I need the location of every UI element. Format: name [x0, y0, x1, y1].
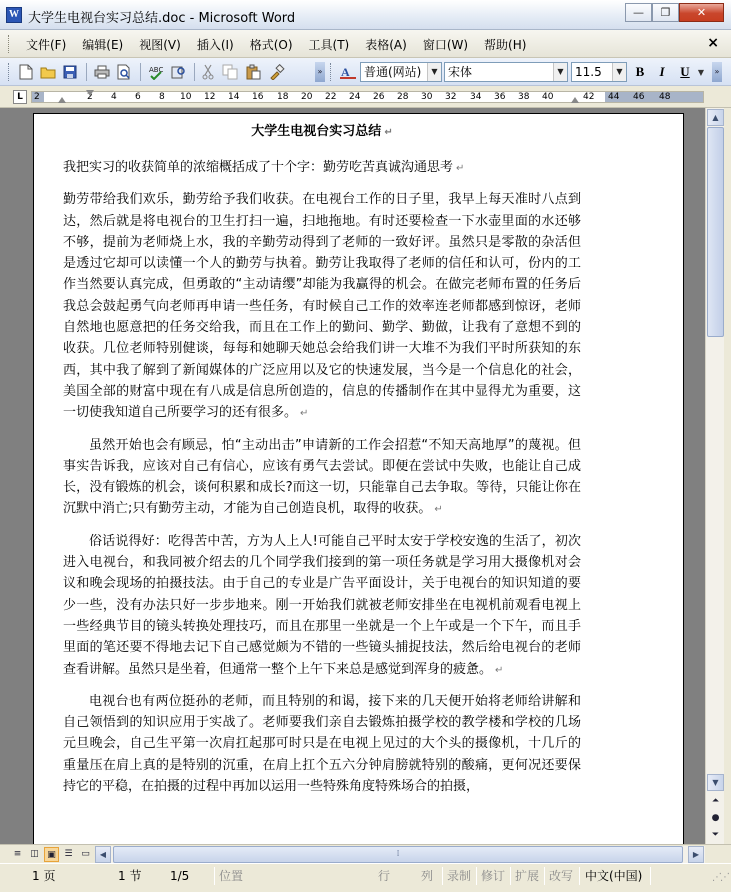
ruler-tick: 12	[204, 92, 216, 102]
status-extend[interactable]: 扩展	[515, 869, 540, 883]
horizontal-ruler	[0, 86, 731, 108]
status-section: 1 节	[118, 869, 142, 883]
ruler-right-margin	[605, 92, 703, 102]
window-title: 大学生电视台实习总结.doc - Microsoft Word	[28, 11, 296, 26]
status-page-of: 1/5	[170, 869, 190, 883]
scroll-up-arrow-icon[interactable]: ▲	[707, 109, 724, 126]
font-size-select[interactable]	[571, 62, 627, 82]
styles-formatting-icon[interactable]	[338, 62, 358, 82]
ruler-tick: 6	[135, 92, 141, 102]
reading-layout-view-icon[interactable]: ▭	[81, 849, 90, 859]
toolbar-separator	[140, 63, 141, 81]
ruler-tick: 4	[111, 92, 117, 102]
menu-file[interactable]: 文件(F)	[26, 38, 67, 52]
horizontal-scrollbar-area	[0, 844, 731, 863]
ruler-tick: 16	[252, 92, 264, 102]
paragraph-mark: ↵	[434, 504, 443, 516]
status-position: 位置	[219, 869, 244, 883]
open-folder-icon[interactable]	[38, 62, 58, 82]
tab-selector[interactable]: L	[13, 90, 27, 104]
hanging-indent-marker[interactable]	[58, 97, 66, 103]
paragraph-mark: ↵	[384, 127, 393, 138]
window-right-edge	[724, 108, 731, 844]
outline-view-icon[interactable]: ☰	[64, 849, 73, 859]
document-area[interactable]	[0, 108, 705, 844]
horizontal-scroll-track[interactable]	[95, 846, 705, 863]
chevron-down-icon[interactable]: ▼	[553, 63, 567, 81]
menu-view[interactable]: 视图(V)	[139, 38, 181, 52]
ruler-tick: 30	[421, 92, 433, 102]
menu-tools[interactable]: 工具(T)	[308, 38, 350, 52]
ruler-tick: 2	[34, 92, 40, 102]
status-divider	[476, 867, 477, 885]
print-preview-icon[interactable]	[114, 62, 134, 82]
status-bar	[0, 863, 731, 892]
toolbar-separator	[86, 63, 87, 81]
format-painter-icon[interactable]	[267, 62, 287, 82]
resize-grip-icon[interactable]: ⋰⋰	[712, 872, 728, 883]
status-record[interactable]: 录制	[447, 869, 472, 883]
paragraph-mark: ↵	[300, 408, 309, 420]
vertical-scrollbar[interactable]	[705, 108, 724, 844]
normal-view-icon[interactable]: ≡	[13, 849, 22, 859]
vertical-scroll-thumb[interactable]	[707, 127, 724, 337]
right-indent-marker[interactable]	[571, 97, 579, 103]
copy-icon[interactable]	[220, 62, 240, 82]
document-paragraph: 我把实习的收获简单的浓缩概括成了十个字：勤劳吃苦真诚沟通思考 ↵	[63, 160, 465, 175]
window-controls	[625, 3, 724, 22]
document-paragraph: 俗话说得好：吃得苦中苦，方为人上人!可能自己平时太安于学校安逸的生活了，初次进入电视台，和我同被介绍去的几个同学我们接到的第一项任务就是学习用大摄像机对会议和晚会现场的拍摄技法。由于自己的专业是广告平面设计，关于电视台的知识知道的要少一些，没有办法只好一步步地来。刚一开始我们就被老师安排坐在电视机前观看电视上一些经典节目的镜头转换处理技巧，而且在那里一坐就是一个上午或是一个下午，而且手里面的笔还要不得地去记下自己感觉颇为不错的一些镜头捕捉技法，然后给电视台的老师查看讲解。虽然只是坐着，但通常一整个上午下来总是感觉到浑身的疲惫。 ↵	[63, 533, 581, 677]
ruler-tick: 2	[87, 92, 93, 102]
document-title: 大学生电视台实习总结 ↵	[251, 124, 393, 139]
font-select[interactable]	[444, 62, 568, 82]
ruler-tick: 38	[518, 92, 530, 102]
status-divider	[442, 867, 443, 885]
title-bar	[0, 0, 731, 30]
horizontal-scroll-thumb[interactable]: ⁞	[113, 846, 683, 863]
paragraph-mark: ↵	[456, 163, 465, 174]
document-paragraph: 虽然开始也会有顾忌，怕“主动出击”申请新的工作会招惹“不知天高地厚”的蔑视。但事实告诉我，应该对自己有信心，应该有勇气去尝试。即便在尝试中失败，也能让自己成长，没有锻炼的机会，谈何积累和成长?而这一切，只能靠自己去争取。等待，只能让你在沉默中消亡;只有勤劳主动，才能为自己创造良机，取得的收获。 ↵	[63, 437, 581, 517]
word-app-icon[interactable]: W	[6, 7, 22, 23]
ruler-tick: 42	[583, 92, 595, 102]
paste-icon[interactable]	[243, 62, 263, 82]
menu-insert[interactable]: 插入(I)	[196, 38, 234, 52]
bold-button[interactable]: B	[635, 64, 645, 79]
browse-object-icon[interactable]: ●	[711, 813, 720, 823]
status-column: 列	[421, 869, 434, 883]
ruler-tick: 28	[397, 92, 409, 102]
restore-button[interactable]: ❐	[652, 3, 679, 22]
scroll-left-arrow-icon[interactable]: ◀	[95, 846, 111, 863]
status-overtype[interactable]: 改写	[549, 869, 574, 883]
ruler-tick: 44	[608, 92, 620, 102]
minimize-button[interactable]: —	[625, 3, 652, 22]
font-select-value: 宋体	[448, 65, 473, 79]
menu-table[interactable]: 表格(A)	[365, 38, 407, 52]
style-select-value: 普通(网站)	[364, 65, 422, 79]
toolbar-options-chevron[interactable]: »	[712, 62, 722, 82]
formatting-toolbar-grip[interactable]	[330, 63, 333, 81]
font-size-value: 11.5	[575, 65, 602, 79]
paragraph-mark: ↵	[495, 664, 504, 676]
close-button[interactable]: ✕	[679, 3, 724, 22]
document-close-button[interactable]: ×	[707, 35, 719, 51]
spelling-grammar-icon[interactable]	[146, 62, 166, 82]
menu-help[interactable]: 帮助(H)	[484, 38, 527, 52]
ruler-tick: 32	[445, 92, 457, 102]
ruler-tick: 8	[159, 92, 165, 102]
document-page[interactable]	[33, 113, 684, 844]
chevron-down-icon[interactable]: ▼	[427, 63, 441, 81]
document-paragraph: 勤劳带给我们欢乐，勤劳给予我们收获。在电视台工作的日子里，我早上每天准时八点到达，然后就是将电视台的卫生打扫一遍，扫地拖地。有时还要检查一下水壶里面的水还够不够，提前为老师烧上水，我的辛勤劳动得到了老师的一致好评。虽然只是零散的杂活但是透过它却可以读懂一个人的勤劳与执着。勤劳让我取得了老师的信任和认可，份内的工作当然要认真完成，但勇敢的“主动请缨”却能为我赢得的机会。在做完老师布置的任务后我总会鼓起勇气向老师再申请一些任务，有时候自己工作的效率连老师都感到惊讶，老师自然地也愿意把的任务交给我，而且在工作上的勤问、勤学、勤做，让我有了意想不到的收获。几位老师特别健谈，每每和她聊天她总会给我们讲一大堆不为我们平时所获知的东西，其中我了解到了新闻媒体的广泛应用以及它的快速发展，当今是一个信息化的社会，美国全部的财富中现在有八成是信息所创造的，信息的传播制作在其中显得尤为重要，这一切使我知道自己所要学习的还有很多。 ↵	[63, 192, 581, 421]
status-divider	[544, 867, 545, 885]
status-divider	[510, 867, 511, 885]
status-divider	[214, 867, 215, 885]
print-layout-view-icon[interactable]: ▣	[44, 847, 59, 862]
italic-button[interactable]: I	[659, 64, 665, 79]
svg-text:A: A	[341, 65, 350, 79]
ruler-tick: 18	[277, 92, 289, 102]
svg-text:ABC: ABC	[149, 66, 164, 74]
menu-format[interactable]: 格式(O)	[249, 38, 293, 52]
ruler-tick: 22	[325, 92, 337, 102]
ruler-tick: 20	[301, 92, 313, 102]
ruler-tick: 48	[659, 92, 671, 102]
menu-window[interactable]: 窗口(W)	[422, 38, 469, 52]
ruler-tick: 34	[470, 92, 482, 102]
cut-icon[interactable]	[198, 62, 218, 82]
standard-toolbar-grip[interactable]	[8, 63, 11, 81]
research-icon[interactable]	[168, 62, 188, 82]
menu-bar	[0, 30, 731, 58]
web-layout-view-icon[interactable]: ◫	[30, 849, 39, 859]
scroll-right-arrow-icon[interactable]: ▶	[688, 846, 704, 863]
underline-button[interactable]: U	[680, 64, 690, 79]
next-page-icon[interactable]: ⏷	[711, 830, 720, 840]
ruler-tick: 46	[633, 92, 645, 102]
page-content[interactable]	[63, 122, 581, 807]
status-divider	[650, 867, 651, 885]
status-line: 行	[378, 869, 391, 883]
toolbar	[0, 58, 731, 86]
status-divider	[579, 867, 580, 885]
previous-page-icon[interactable]: ⏶	[711, 796, 720, 806]
ruler-tick: 26	[373, 92, 385, 102]
menu-edit[interactable]: 编辑(E)	[82, 38, 124, 52]
status-page: 1 页	[32, 869, 56, 883]
scroll-down-arrow-icon[interactable]: ▼	[707, 774, 724, 791]
ruler-tick: 10	[180, 92, 192, 102]
ruler-tick: 14	[228, 92, 240, 102]
ruler-tick: 24	[349, 92, 361, 102]
underline-dropdown-icon[interactable]: ▼	[697, 67, 705, 77]
toolbar-separator	[194, 63, 195, 81]
status-language[interactable]: 中文(中国)	[585, 869, 643, 883]
document-paragraph: 电视台也有两位挺孙的老师，而且特别的和谒，接下来的几天便开始将老师给讲解和自己领悟到的知识应用于实战了。老师要我们亲自去锻炼拍摄学校的教学楼和学校的几场元旦晚会，自己生平第一次肩扛起那可时只是在电视上见过的大个头的摄像机，十几斤的重量压在肩上真的是特别的沉重，在肩上扛个五六分钟肩膀就特别的酸痛，更何况还要保持它的平稳，在拍摄的过程中再加以运用一些特殊角度特殊场合的拍摄，	[63, 693, 581, 795]
new-document-icon[interactable]	[16, 62, 36, 82]
toolbar-options-chevron[interactable]: »	[315, 62, 325, 82]
menubar-grip[interactable]	[8, 35, 11, 53]
ruler-tick: 36	[494, 92, 506, 102]
ruler-strip[interactable]	[31, 91, 704, 103]
status-track-changes[interactable]: 修订	[481, 869, 506, 883]
print-icon[interactable]	[92, 62, 112, 82]
first-line-indent-marker[interactable]	[86, 90, 94, 96]
style-select[interactable]	[360, 62, 442, 82]
chevron-down-icon[interactable]: ▼	[612, 63, 626, 81]
save-icon[interactable]	[60, 62, 80, 82]
ruler-tick: 40	[542, 92, 554, 102]
